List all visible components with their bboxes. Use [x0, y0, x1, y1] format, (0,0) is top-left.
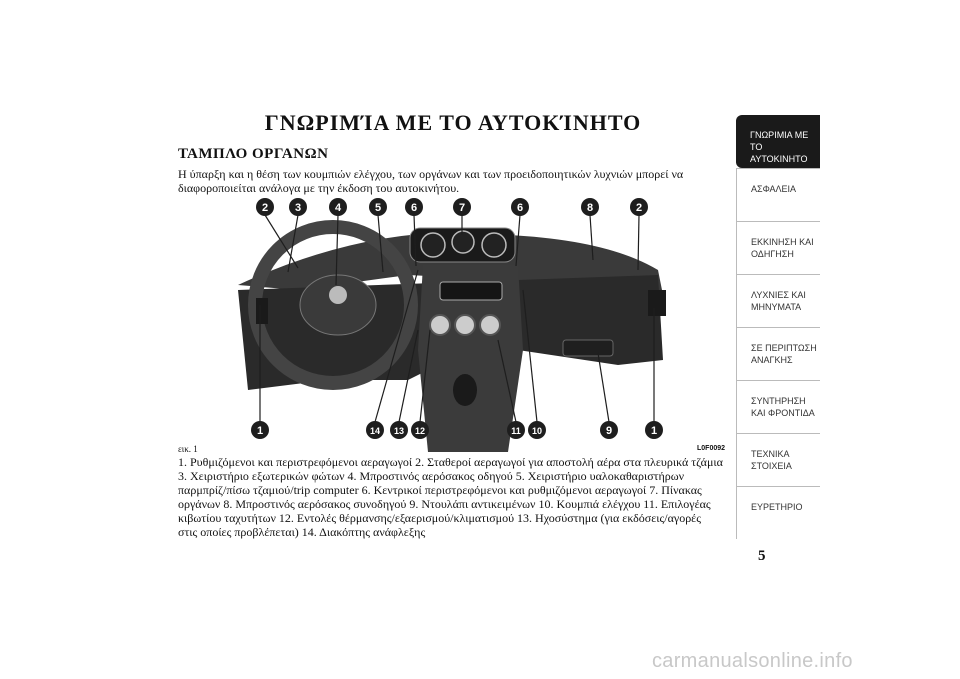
climate-knob-center	[455, 315, 475, 335]
figure-caption: 1. Ρυθμιζόμενοι και περιστρεφόμενοι αεραγωγοί 2. Σταθεροί αεραγωγοί για αποστολή αέρα στα πλευρικά τζάμια 3. Χειριστήριο εξωτερικών φώτων 4. Μπροστινός αερόσακος οδηγού 5. Χειριστήριο υαλοκαθαριστήρων παρμπρίζ/πίσω τζαμιού/trip computer 6. Κεντρικοί περιστρεφόμενοι και ρυθμιζόμενοι αεραγωγοί 7. Πίνακας οργάνων 8. Μπροστινός αερόσακος συνοδηγού 9. Ντουλάπι αντικειμένων 10. Κουμπιά ελέγχου 11. Επιλογέας κιβωτίου ταχυτήτων 12. Εντολές θέρμανσης/εξαερισμού/κλιματισμού 13. Ηχοσύστημα (για εκδόσεις/αγορές στις οποίες προβλέπεται) 14. Διακόπτης ανάφλεξης	[178, 455, 723, 539]
watermark: carmanualsonline.info	[652, 650, 853, 672]
gear-lever	[453, 374, 477, 406]
gauge-center	[452, 231, 474, 253]
callouts-top	[256, 198, 648, 216]
intro-text: Η ύπαρξη και η θέση των κουμπιών ελέγχου, των οργάνων και των προειδοποιητικών λυχνιών μπορεί να διαφοροποιείται ανάλογα με την έκδοση του αυτοκινήτου.	[178, 167, 684, 195]
tab-technical-data[interactable]: ΤΕΧΝΙΚΑ ΣΤΟΙΧΕΙΑ	[736, 433, 820, 486]
callout-3: 3	[294, 202, 302, 214]
glovebox	[563, 340, 613, 356]
climate-knob-right	[480, 315, 500, 335]
tab-maintenance[interactable]: ΣΥΝΤΗΡΗΣΗ ΚΑΙ ΦΡΟΝΤΙΔΑ	[736, 380, 820, 433]
steering-hub	[300, 275, 376, 335]
callout-9: 9	[605, 425, 613, 437]
figure-code: L0F0092	[697, 445, 726, 452]
callout-2-right: 2	[635, 202, 643, 214]
callout-4: 4	[334, 202, 342, 214]
tab-safety[interactable]: ΑΣΦΑΛΕΙΑ	[736, 168, 820, 221]
callout-1-left: 1	[256, 425, 264, 437]
callout-6-right: 6	[516, 202, 524, 214]
climate-knob-left	[430, 315, 450, 335]
gauge-left	[421, 233, 445, 257]
callout-1-right: 1	[650, 425, 658, 437]
callout-11: 11	[511, 426, 521, 436]
vent-right	[648, 290, 666, 316]
page-number: 5	[758, 548, 766, 564]
callout-7: 7	[458, 202, 466, 214]
radio-unit	[440, 282, 502, 300]
chapter-tabs	[736, 115, 820, 539]
callout-13: 13	[393, 426, 405, 436]
section-title: ΤΑΜΠΛΟ ΟΡΓΑΝΩΝ	[178, 146, 329, 162]
callout-14: 14	[369, 426, 381, 436]
callout-6-left: 6	[410, 202, 418, 214]
steering-logo	[329, 286, 347, 304]
callout-2-left: 2	[261, 202, 269, 214]
vent-left	[256, 298, 268, 324]
tab-warning-lights[interactable]: ΛΥΧΝΙΕΣ ΚΑΙ ΜΗΝΥΜΑΤΑ	[736, 274, 820, 327]
tab-starting-driving[interactable]: ΕΚΚΙΝΗΣΗ ΚΑΙ ΟΔΗΓΗΣΗ	[736, 221, 820, 274]
gauge-right	[482, 233, 506, 257]
figure-label: εικ. 1	[178, 444, 198, 454]
callout-10: 10	[531, 426, 543, 436]
tab-getting-to-know[interactable]: ΓΝΩΡΙΜΙΑ ΜΕ ΤΟ ΑΥΤΟΚΙΝΗΤΟ	[736, 115, 820, 168]
callout-5: 5	[374, 202, 382, 214]
tab-emergency[interactable]: ΣΕ ΠΕΡΙΠΤΩΣΗ ΑΝΑΓΚΗΣ	[736, 327, 820, 380]
dashboard-figure	[178, 190, 722, 452]
page-title: ΓΝΩΡΙΜΊΑ ΜΕ ΤΟ ΑΥΤΟΚΊΝΗΤΟ	[264, 110, 642, 135]
tab-index[interactable]: ΕΥΡΕΤΗΡΙΟ	[736, 486, 820, 539]
callout-12: 12	[414, 426, 426, 436]
callout-8: 8	[586, 202, 594, 214]
